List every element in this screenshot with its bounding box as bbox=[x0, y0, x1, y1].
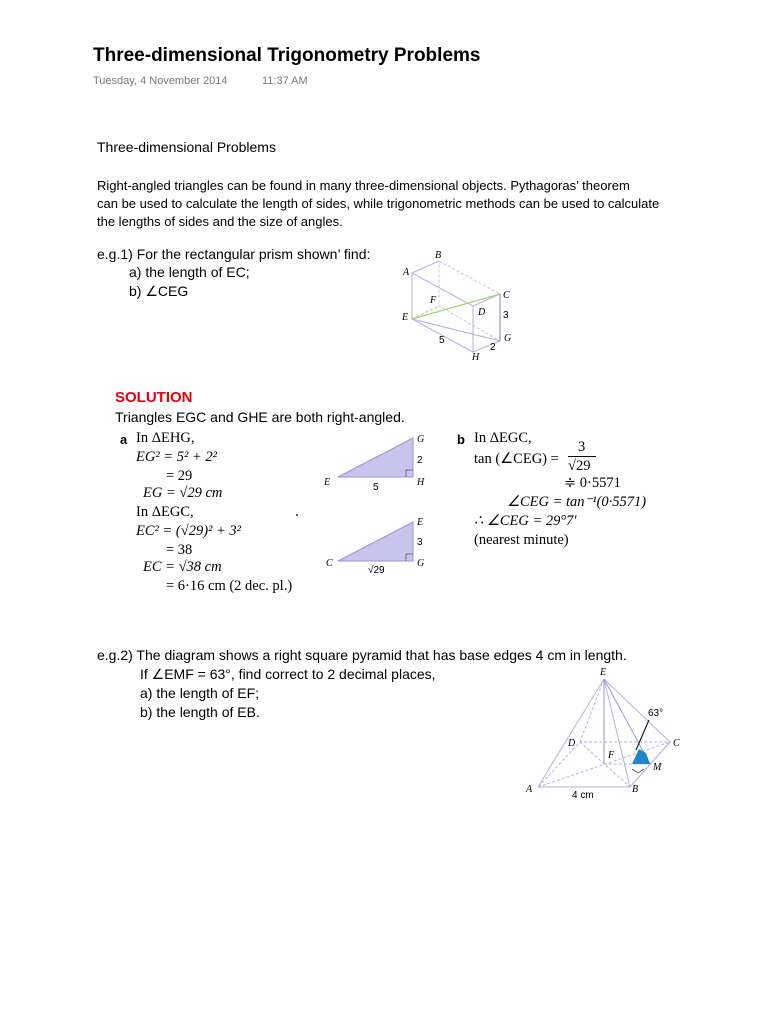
part-a-line-8: EC = √38 cm bbox=[143, 559, 222, 575]
tri1-label-g: G bbox=[417, 434, 425, 445]
solution-part-b-marker: b bbox=[457, 432, 465, 447]
triangle-egc-figure bbox=[320, 512, 440, 582]
part-b-line-4: ∠CEG = tan⁻¹(0·5571) bbox=[507, 494, 647, 510]
tri2-label-c: C bbox=[326, 558, 333, 569]
prism-dim-2: 2 bbox=[490, 342, 496, 353]
example2-prompt: e.g.2) The diagram shows a right square pyramid that has base edges 4 cm in length. bbox=[97, 647, 627, 663]
example2-given: If ∠EMF = 63°, find correct to 2 decimal places, bbox=[140, 666, 436, 682]
pyramid-label-c: C bbox=[673, 738, 680, 749]
intro-line-1: Right-angled triangles can be found in many three-dimensional objects. Pythagoras’ theorem bbox=[97, 178, 630, 193]
example1-part-a: a) the length of EC; bbox=[129, 264, 250, 280]
tri1-side-5: 5 bbox=[373, 482, 379, 493]
pyramid-label-a: A bbox=[526, 784, 533, 795]
tri2-label-g: G bbox=[417, 558, 425, 569]
part-a-line-3: = 29 bbox=[166, 468, 193, 484]
part-a-line-6: EC² = (√29)² + 3² bbox=[136, 523, 242, 539]
intro-line-2: can be used to calculate the length of sides, while trigonometric methods can be used to calculate bbox=[97, 196, 660, 211]
prism-label-g: G bbox=[504, 333, 512, 344]
solution-statement: Triangles EGC and GHE are both right-angled. bbox=[115, 409, 405, 425]
part-b-line-3: ≑ 0·5571 bbox=[564, 475, 621, 491]
part-a-line-5: In ΔEGC, bbox=[136, 504, 194, 520]
pyramid-angle-63: 63° bbox=[648, 708, 664, 719]
part-b-fraction-numerator: 3 bbox=[578, 439, 586, 455]
intro-line-3: the lengths of sides and the size of angles. bbox=[97, 214, 343, 229]
part-b-line-1: In ΔEGC, bbox=[474, 430, 532, 446]
prism-label-h: H bbox=[472, 352, 480, 363]
square-pyramid-figure bbox=[520, 665, 700, 805]
part-a-line-1: In ΔEHG, bbox=[136, 430, 195, 446]
prism-dim-5: 5 bbox=[439, 335, 445, 346]
part-a-line-9: = 6·16 cm (2 dec. pl.) bbox=[166, 578, 293, 594]
prism-label-d: D bbox=[478, 307, 486, 318]
section-heading: Three-dimensional Problems bbox=[97, 139, 276, 155]
angle-emf-highlight bbox=[632, 749, 650, 764]
pyramid-label-b: B bbox=[632, 784, 639, 795]
tri1-label-e: E bbox=[324, 477, 331, 488]
prism-label-c: C bbox=[503, 290, 510, 301]
prism-label-b: B bbox=[435, 250, 442, 261]
solution-part-a-marker: a bbox=[120, 432, 128, 447]
solution-label: SOLUTION bbox=[115, 389, 193, 406]
tri1-side-2: 2 bbox=[417, 455, 423, 466]
part-b-line-5: ∴ ∠CEG = 29°7′ bbox=[474, 513, 577, 529]
page-date: Tuesday, 4 November 2014 bbox=[93, 75, 228, 87]
page-time: 11:37 AM bbox=[262, 75, 308, 87]
tri2-label-e: E bbox=[417, 517, 424, 528]
stray-dot bbox=[296, 514, 298, 516]
tri2-side-3: 3 bbox=[417, 537, 423, 548]
tri2-side-sqrt29: √29 bbox=[368, 565, 385, 576]
pyramid-label-e: E bbox=[600, 667, 607, 678]
prism-label-a: A bbox=[403, 267, 410, 278]
part-b-line-2: tan (∠CEG) = bbox=[474, 451, 559, 467]
pyramid-label-m: M bbox=[653, 762, 662, 773]
part-a-line-7: = 38 bbox=[166, 542, 193, 558]
pyramid-label-d: D bbox=[568, 738, 576, 749]
pyramid-base-4cm: 4 cm bbox=[572, 790, 594, 801]
prism-label-f: F bbox=[430, 295, 437, 306]
part-b-fraction-denominator: √29 bbox=[568, 458, 591, 474]
example1-part-b: b) ∠CEG bbox=[129, 283, 189, 299]
part-a-line-4: EG = √29 cm bbox=[143, 485, 223, 501]
part-b-line-6: (nearest minute) bbox=[474, 532, 569, 548]
rectangular-prism-figure bbox=[395, 248, 525, 363]
triangle-ehg-figure bbox=[320, 430, 440, 500]
page-title: Three-dimensional Trigonometry Problems bbox=[93, 45, 481, 66]
pyramid-label-f: F bbox=[608, 750, 615, 761]
fraction-bar bbox=[568, 456, 596, 457]
example2-part-b: b) the length of EB. bbox=[140, 704, 260, 720]
prism-dim-3: 3 bbox=[503, 310, 509, 321]
example2-part-a: a) the length of EF; bbox=[140, 685, 260, 701]
example1-prompt: e.g.1) For the rectangular prism shown’ find: bbox=[97, 246, 371, 262]
tri1-label-h: H bbox=[417, 477, 425, 488]
part-a-line-2: EG² = 5² + 2² bbox=[136, 449, 217, 465]
prism-label-e: E bbox=[402, 312, 409, 323]
